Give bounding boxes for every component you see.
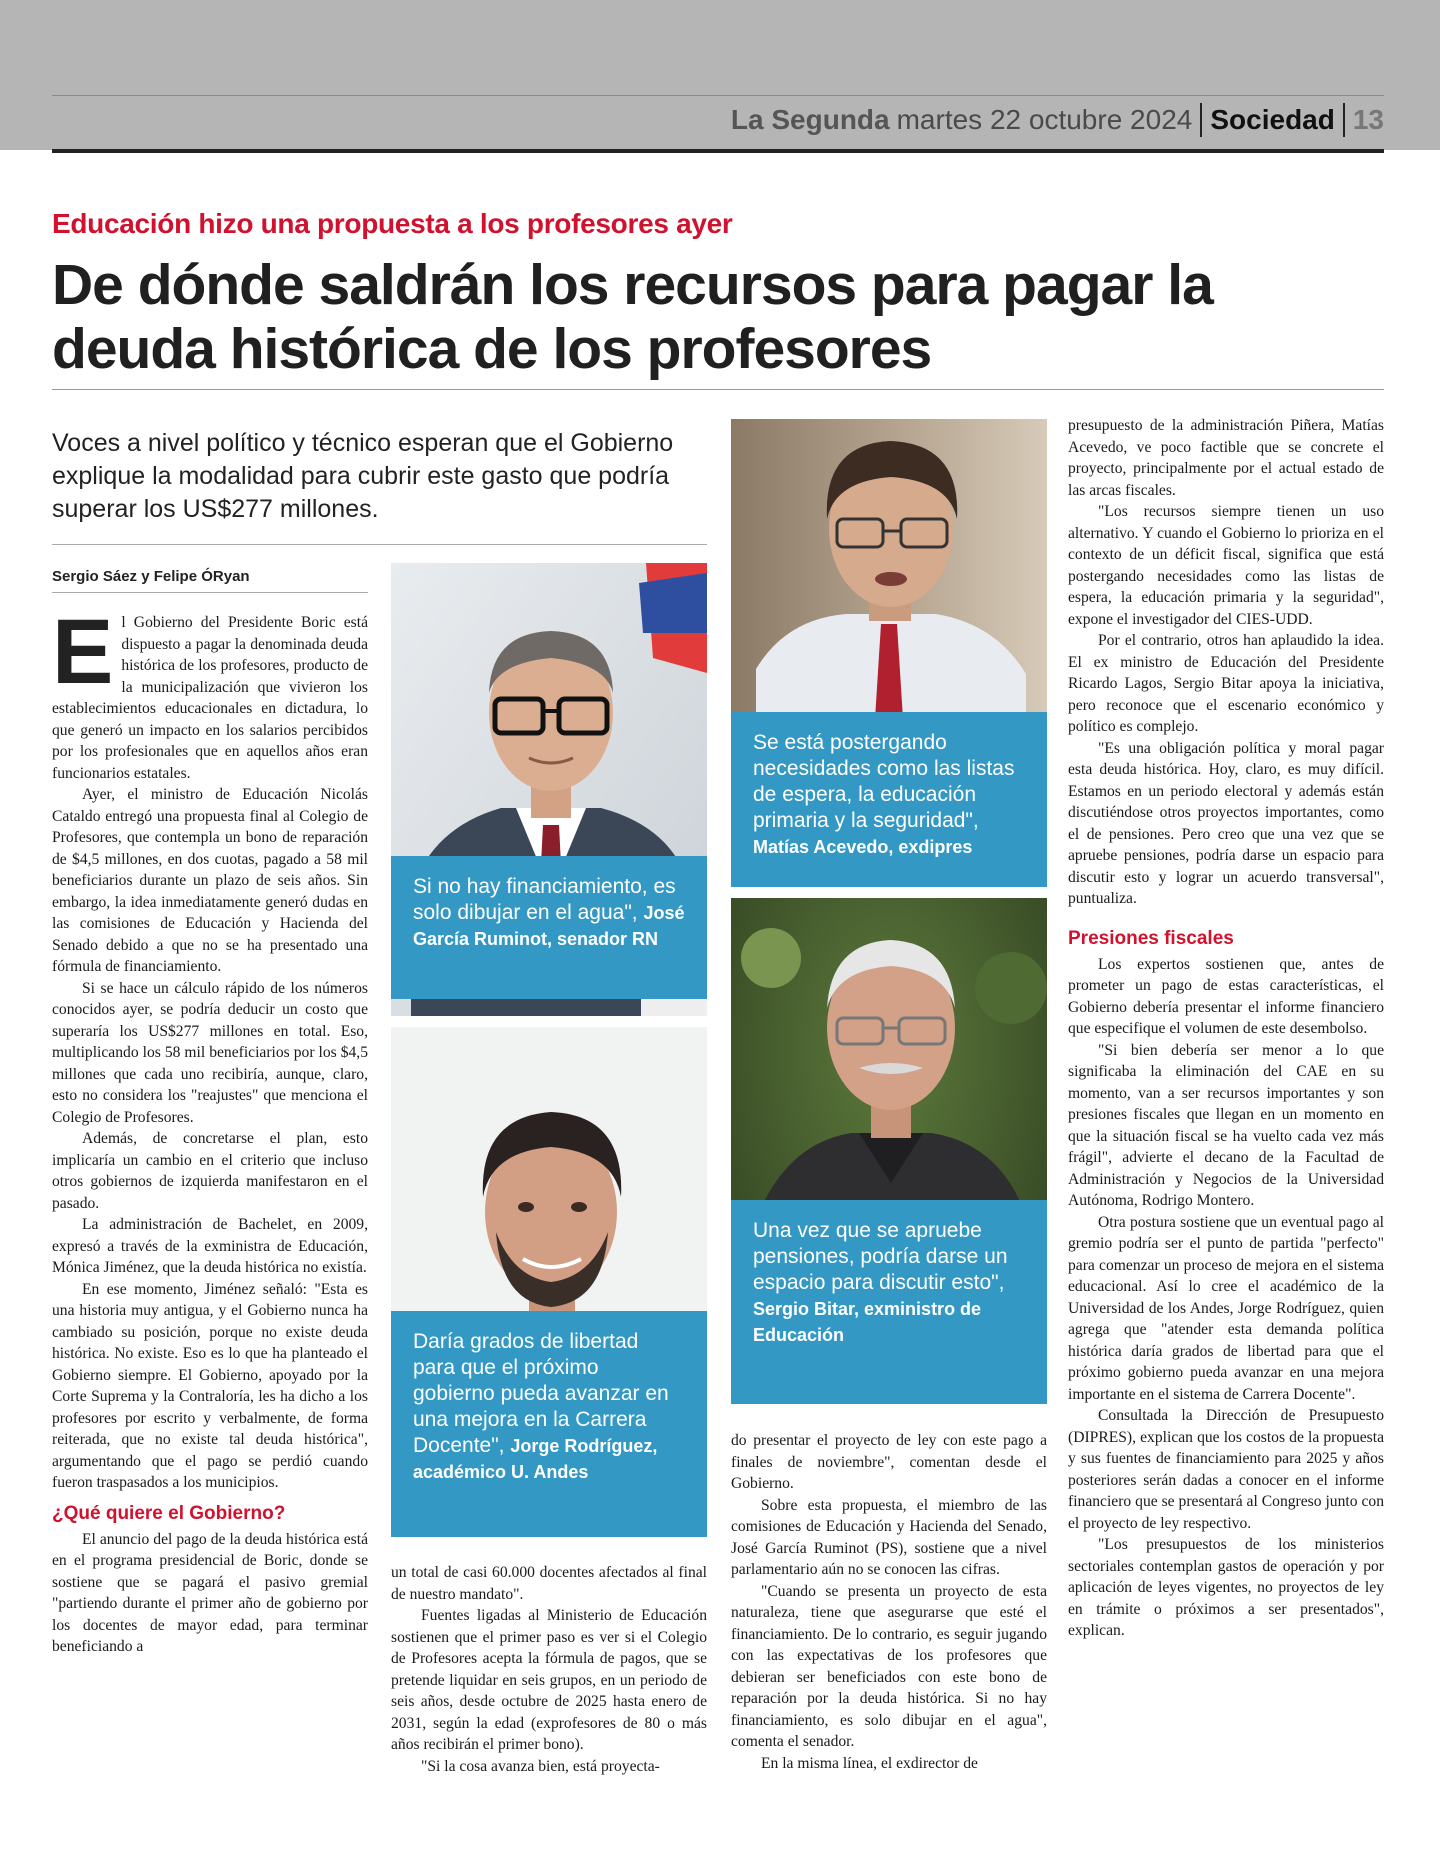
paragraph: "Si bien debería ser menor a lo que significaba la eliminación del CAE en su momento, van a ser recursos importantes y son presiones fiscales que llegan en un momento en que la situación fiscal se ha vuelto cada vez más frágil", advierte el decano de la Facultad de Administración y Negocios de la Universidad Autónoma, Rodrigo Montero. bbox=[1068, 1041, 1384, 1209]
article-column-3 bbox=[731, 1430, 1047, 1774]
paragraph: Además, de concretarse el plan, esto implicaría un cambio en el criterio que incluso otros gobiernos de izquierda manifestaron en el pasado. bbox=[52, 1130, 368, 1212]
article-column-2 bbox=[391, 1562, 707, 1777]
quote-author: José García Ruminot, senador RN bbox=[413, 903, 685, 949]
page-number: 13 bbox=[1352, 104, 1384, 135]
article-column-4 bbox=[1068, 415, 1384, 1642]
paragraph: El Gobierno del Presidente Boric está dispuesto a pagar la denominada deuda histórica de los profesores, producto de la municipalización que vivieron los establecimientos educacionales en dictadura, lo que generó un impacto en los salarios percibidos por los profesionales que en aquellos años eran funcionarios estatales. bbox=[52, 601, 368, 782]
paragraph: Consultada la Dirección de Presupuesto (DIPRES), explican que los costos de la propuesta y sus fuentes de financiamiento para 2025 y años posteriores serán dadas a conocer en el informe financiero que se presentará al Congreso junto con el proyecto de ley respectivo. bbox=[1068, 1407, 1384, 1532]
paragraph: "Es una obligación política y moral pagar esta deuda histórica. Hoy, claro, es muy difícil. Estamos en un periodo electoral y además están discutiéndose otros proyectos importantes, como el de pensiones. Pero creo que una vez que se apruebe pensiones, podría darse un espacio para discutir esto y lograr un acuerdo transversal", puntualiza. bbox=[1068, 739, 1384, 907]
article-headline: De dónde saldrán los recursos para pagar la deuda histórica de los profesores bbox=[52, 253, 1213, 381]
masthead-top-rule bbox=[52, 95, 1384, 96]
issue-date: martes 22 octubre 2024 bbox=[896, 104, 1193, 135]
paragraph: presupuesto de la administración Piñera, Matías Acevedo, ve poco factible que se concrete el proyecto, principalmente por el actual estado de las arcas fiscales. bbox=[1068, 417, 1384, 499]
quote-text: Daría grados de libertad para que el próximo gobierno pueda avanzar en una mejora en la Carrera Docente", bbox=[413, 1330, 669, 1457]
quote-author: Sergio Bitar, exministro de Educación bbox=[753, 1299, 982, 1345]
drop-cap: E bbox=[52, 601, 114, 703]
paragraph: La administración de Bachelet, en 2009, expresó a través de la exministra de Educación, Mónica Jiménez, que la deuda histórica no existía. bbox=[52, 1216, 368, 1276]
pull-quote-matias-acevedo bbox=[731, 712, 1047, 887]
paragraph: Otra postura sostiene que un eventual pago al gremio podría ser el punto de partida "perfecto" para comenzar un proceso de mejora en el sistema educacional. Así lo cree el académico de la Universidad de los Andes, Jorge Rodríguez, quien agrega que "atender esta demanda política histórica daría grados de libertad para que el próximo gobierno pueda avanzar en una mejora importante en el sistema de Carrera Docente". bbox=[1068, 1213, 1384, 1403]
quote-text: Una vez que se apruebe pensiones, podría darse un espacio para discutir esto", bbox=[753, 1219, 1008, 1294]
paragraph: Fuentes ligadas al Ministerio de Educación sostienen que el primer paso es ver si el Colegio de Profesores acepta la fórmula de pagos, que se pretende liquidar en seis grupos, en un periodo de seis años, desde octubre de 2025 hasta enero de 2031, según la edad (exprofesores de 80 o más años recibirán el primer bono). bbox=[391, 1607, 707, 1753]
paragraph: Sobre esta propuesta, el miembro de las comisiones de Educación y Hacienda del Senado, José García Ruminot (PS), sostiene que a nivel parlamentario aún no se conocen las cifras. bbox=[731, 1496, 1047, 1578]
paragraph: El anuncio del pago de la deuda histórica está en el programa presidencial de Boric, donde se sostiene que se pagará el pasivo gremial "partiendo durante el primer año de gobierno por los docentes de mayor edad, para terminar beneficiando a bbox=[52, 1530, 368, 1655]
pull-quote-garcia-ruminot bbox=[391, 856, 707, 999]
subheading: ¿Qué quiere el Gobierno? bbox=[52, 1502, 286, 1524]
masthead-divider bbox=[1343, 103, 1345, 137]
byline-rule bbox=[52, 592, 368, 593]
byline: Sergio Sáez y Felipe ÓRyan bbox=[52, 568, 250, 585]
article-kicker: Educación hizo una propuesta a los profesores ayer bbox=[52, 208, 733, 239]
paragraph: un total de casi 60.000 docentes afectados al final de nuestro mandato". bbox=[391, 1564, 707, 1603]
deck-rule bbox=[52, 544, 707, 545]
paragraph: Ayer, el ministro de Educación Nicolás Cataldo entregó una propuesta final al Colegio de Profesores, que contempla un bono de reparación de $4,5 millones, en dos cuotas, pagado a 58 mil beneficiarios durante un plazo de seis años. Sin embargo, la idea inmediatamente generó dudas en las comisiones de Educación y Hacienda del Senado debido a que no se ha presentado una fórmula de financiamiento. bbox=[52, 786, 368, 975]
paragraph: "Los recursos siempre tienen un uso alternativo. Y cuando el Gobierno lo prioriza en el contexto de un déficit fiscal, significa que está postergando necesidades como las listas de espera, la educación primaria y la seguridad", expone el investigador del CIES-UDD. bbox=[1068, 503, 1384, 628]
pull-quote-jorge-rodriguez bbox=[391, 1311, 707, 1537]
paragraph: En ese momento, Jiménez señaló: "Esta es una historia muy antigua, y el Gobierno nunca ha cambiado su posición, porque no existe deuda histórica. No existe. Eso es lo que ha planteado el Gobierno siempre. El Gobierno, apoyado por la Corte Suprema y la Contraloría, les ha dicho a los profesores por escrito y verbalmente, de forma reiterada, que no existe tal deuda histórica", argumentando que el pago se perdió cuando fueron traspasados a los municipios. bbox=[52, 1280, 368, 1491]
paper-name: La Segunda bbox=[730, 104, 890, 135]
quote-text: Se está postergando necesidades como las listas de espera, la educación primaria y la seguridad", bbox=[753, 731, 1015, 832]
paragraph: Si se hace un cálculo rápido de los números conocidos ayer, se podría deducir un costo que superaría los US$277 millones en total. Eso, multiplicando los 58 mil beneficiarios por los $4,5 millones que cada uno recibiría, aunque, claro, esto no considera los "reajustes" que menciona el Colegio de Profesores. bbox=[52, 979, 368, 1126]
quote-author: Matías Acevedo, exdipres bbox=[753, 837, 973, 857]
paragraph: Los expertos sostienen que, antes de prometer un pago de estas características, el Gobierno debería presentar el informe financiero que especifique el volumen de este desembolso. bbox=[1068, 955, 1384, 1037]
paragraph: "Cuando se presenta un proyecto de esta naturaleza, tiene que asegurarse que esté el financiamiento. De lo contrario, es seguir jugando con las expectativas de los profesores que debieran ser beneficiados con este bono de reparación por la deuda histórica. Si no hay financiamiento, es solo dibujar en el agua", comenta el senador. bbox=[731, 1582, 1047, 1750]
masthead-rule bbox=[52, 149, 1384, 153]
masthead bbox=[731, 100, 1384, 140]
section-name: Sociedad bbox=[1210, 104, 1335, 135]
quote-text: Si no hay financiamiento, es solo dibujar en el agua", bbox=[413, 875, 676, 924]
pull-quote-sergio-bitar bbox=[731, 1200, 1047, 1404]
paragraph: Por el contrario, otros han aplaudido la idea. El ex ministro de Educación del Presidente Ricardo Lagos, Sergio Bitar apoya la iniciativa, pero reconoce que el escenario económico y político es complejo. bbox=[1068, 632, 1384, 735]
article-deck: Voces a nivel político y técnico esperan que el Gobierno explique la modalidad para cubrir este gasto que podría superar los US$277 millones. bbox=[52, 429, 674, 523]
headline-rule bbox=[52, 389, 1384, 390]
masthead-divider bbox=[1200, 103, 1202, 137]
paragraph: En la misma línea, el exdirector de bbox=[761, 1754, 978, 1772]
paragraph: "Los presupuestos de los ministerios sectoriales contemplan gastos de operación y por aplicación de leyes vigentes, no proyectos de ley en trámite o próximos a ser presentados", explican. bbox=[1068, 1536, 1384, 1639]
subheading: Presiones fiscales bbox=[1068, 927, 1234, 949]
paragraph: "Si la cosa avanza bien, está proyecta- bbox=[421, 1757, 660, 1775]
article-column-1 bbox=[52, 601, 368, 1658]
quote-author: Jorge Rodríguez, académico U. Andes bbox=[413, 1436, 658, 1482]
paragraph: do presentar el proyecto de ley con este pago a finales de noviembre", comentan desde el Gobierno. bbox=[731, 1432, 1047, 1492]
